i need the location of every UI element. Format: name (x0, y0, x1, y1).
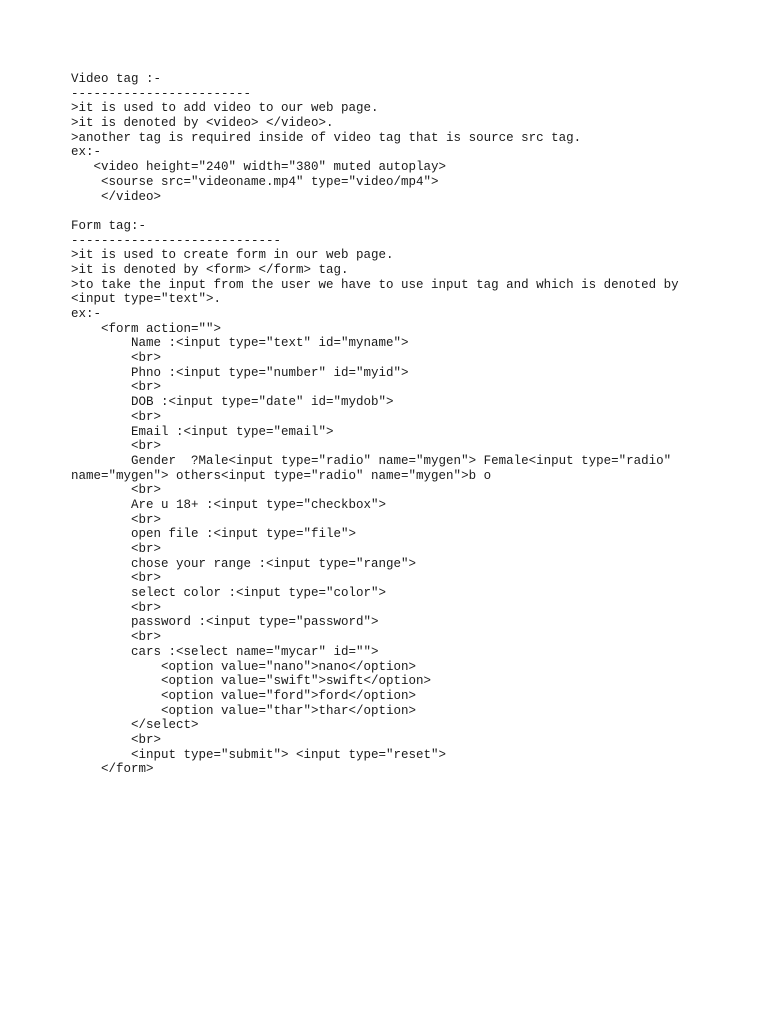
code-line: <br> (71, 380, 162, 395)
text-line: >it is used to create form in our web page. (71, 248, 394, 263)
code-line: select color :<input type="color"> (71, 586, 387, 601)
code-line: cars :<select name="mycar" id=""> (71, 644, 379, 659)
code-line: <option value="thar">thar</option> (71, 703, 417, 718)
example-label: ex:- (71, 145, 102, 160)
code-line: <sourse src="videoname.mp4" type="video/mp4"> (71, 174, 439, 189)
code-line: password :<input type="password"> (71, 615, 379, 630)
code-line: <br> (71, 630, 162, 645)
code-line: <br> (71, 483, 162, 498)
code-line: <br> (71, 351, 162, 366)
code-line: Phno :<input type="number" id="myid"> (71, 365, 409, 380)
text-line: <input type="text">. (71, 292, 222, 307)
code-line: <form action=""> (71, 321, 222, 336)
code-line: </select> (71, 718, 199, 733)
text-line: >it is used to add video to our web page. (71, 101, 379, 116)
text-line: >to take the input from the user we have to use input tag and which is denoted by (71, 277, 679, 292)
example-label: ex:- (71, 307, 102, 321)
underline-divider: ------------------------ (71, 86, 252, 101)
document-page (71, 72, 751, 777)
code-line: name="mygen"> others<input type="radio" name="mygen">b o (71, 468, 492, 483)
code-line: Name :<input type="text" id="myname"> (71, 336, 409, 351)
code-line: <br> (71, 439, 162, 454)
code-line: <option value="nano">nano</option> (71, 659, 417, 674)
code-line: <video height="240" width="380" muted autoplay> (71, 160, 447, 175)
code-line: <input type="submit"> <input type="reset"> (71, 747, 447, 762)
code-line: open file :<input type="file"> (71, 527, 357, 542)
code-line: </form> (71, 762, 154, 777)
code-line: <br> (71, 512, 162, 527)
code-line: chose your range :<input type="range"> (71, 556, 417, 571)
section-title-video: Video tag :- (71, 72, 162, 86)
text-line: >it is denoted by <form> </form> tag. (71, 262, 349, 277)
blank-line (71, 204, 751, 219)
text-line: >another tag is required inside of video tag that is source src tag. (71, 130, 582, 145)
code-line: <option value="swift">swift</option> (71, 674, 432, 689)
code-line: </video> (71, 189, 162, 204)
code-line: <br> (71, 542, 162, 556)
code-line: Gender ?Male<input type="radio" name="mygen"> Female<input type="radio" (71, 453, 672, 468)
code-line: Email :<input type="email"> (71, 424, 334, 439)
code-line: <br> (71, 409, 162, 424)
code-line: Are u 18+ :<input type="checkbox"> (71, 497, 387, 512)
code-line: <br> (71, 600, 162, 615)
section-title-form: Form tag:- (71, 218, 147, 233)
underline-divider: ---------------------------- (71, 233, 282, 248)
code-line: <br> (71, 571, 162, 586)
code-line: <br> (71, 732, 162, 747)
code-line: DOB :<input type="date" id="mydob"> (71, 395, 394, 410)
text-line: >it is denoted by <video> </video>. (71, 116, 334, 131)
code-line: <option value="ford">ford</option> (71, 688, 417, 703)
